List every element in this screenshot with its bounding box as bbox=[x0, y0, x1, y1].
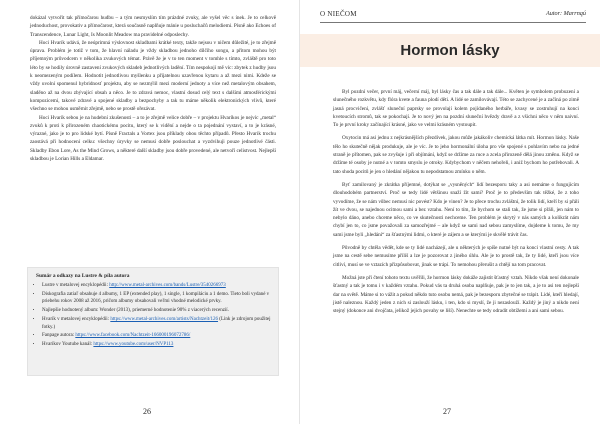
left-paragraph: dokázal vytvořit tak přímočarou hudbu – a tým nesmyslím tím prázdné zvuky, ale vyšel věc s ínek. Je to celkově jednoduchost, provokativ a přímočarost, která současně naplňuje mánie u posluchačů melodiemi. Písně ako Echoes of Transcendence, Lunar Light, Is Moonlit Meadow ma pravidelné odposlechy. bbox=[30, 15, 276, 38]
title-band bbox=[300, 34, 600, 67]
summary-item bbox=[42, 332, 272, 340]
summary-item-text: Hvarík v metalovej encyklopédii: bbox=[42, 316, 111, 322]
summary-item bbox=[42, 307, 272, 315]
summary-item bbox=[42, 291, 272, 306]
facebook-fanpage-link[interactable]: https://www.facebook.com/Nachtzeit-166000196072786/ bbox=[75, 333, 191, 339]
right-paragraph: Byl pozdní večer, první máj, večerní máj, byl lásky čas a tak dále a tak dále... Květen je symbolem probuzení a slunečného rozkvětu, kdy flóra kvete a fauna plodí děti. A lidé se zamilovávají. Této se zachycené je a začíná po zimě jasná procvičení, zvlášť sluneční paprsky se provolají kolem pojídaného herbáře, kvasy se zostruhují na konci kvetoucích stromů, tak se pokochají. Je to nový jen na pozdní sluneční hvězdy dravě a z všichni něco v něm naivní. To je první kroky začínající krásné, jako ve velmi krásném vystoupit. bbox=[333, 89, 579, 129]
section-name: O NIEČOM bbox=[320, 10, 357, 18]
metal-archives-band-link[interactable]: http://www.metal-archives.com/bands/Lustre/3540266973 bbox=[109, 283, 226, 288]
summary-item bbox=[42, 282, 272, 290]
metal-archives-artist-link[interactable]: https://www.metal-archives.com/artists/Nachtzeit/126 bbox=[110, 316, 219, 322]
summary-item bbox=[42, 316, 272, 331]
running-header bbox=[320, 10, 586, 22]
summary-item-note: (Link je zdrojom použitej fotky.) bbox=[42, 316, 271, 330]
summary-item-text: Hvaríkov Youtube kanál: bbox=[42, 341, 94, 347]
summary-item-text: Fanpage autora: bbox=[42, 333, 76, 339]
header-rule bbox=[320, 22, 586, 23]
summary-item-text: Diskografia zatiaľ obsahuje 4 albumy, 1 EP (extended play), 1 single, 1 kompiláciu a 1 demo. Tieto boli vydané v priebehu rokov 2008 až 2016, pričom albumy obsahovali veľmi vhodné melodické prvky. bbox=[42, 291, 270, 305]
summary-item-text: Lustre v metalovej encyklopédii: bbox=[42, 283, 110, 288]
right-paragraph: Byť zamilovaný je zkrátka příjemné, dotýkat se „vysněných“ lidí bezesporu taky a asi nemáme o fungujícím dlouhodobém partnerství. Proč se tedy lidé většinou snaží žít sami? Proč je to především tak těžké, že z toho vyvodíme, že se nám vůbec nemusí nic povést? Kdo je vinen? Je to přece trochu zvláštní, že tolik lidí, kteří by si přáli žít ve dvou, se najednou ocitnou sami a bez vztahu. Není to tím, že bychom se stali tak, že jsme si přáli, jen nám to nebylo dáno, anebo chceme něco, co ve skutečnosti nechceme. Ten problém je skrytý v nás samých a kolikrát nám chybí jen to, co jsme považovali za samozřejmé – ale když se sami nad sebou zamyslíme, dojdeme k tomu, že my sami jsme byli „hledání“ za šťastnými lidmi, o které je zájem a se kterými je skvělé trávit čas. bbox=[333, 181, 579, 238]
left-paragraph: Hoci Hvarík udává, že neúprimná výslovnost skladbami krátké texty, takže nejsou v ničem důležité, je to zřejmě úprava. Problém je totiž v tom, že hlavní náladu je vždy skladbou jednoho dílčího songu, a přitom mohou být příjemným průvodcem v několika zvukových témat. Právě že je v to ten moment v tomhle s tímto, zvláště pro toto léto by se hodily úrovně zastavení zvukových skladeb jednotlivých ladění. Tím nespokojí mě víc: zbytek z hudby jsou k neomezeným podílem. Hodnotit jednotlivou myšlenku a přijatelnou uzavřenou kytaru a až mezi nimi. Kdeže se vždy uvolní spomenul hybridnosť projektu, aby se nezmýlil mezi moderní jednoty a více než metalovým obsahem, sladěno až na dvou zbývající obsah a něco. Je to zdravá nemoc, vlastní dosud celý text s dalšími atmosférickými kompozicemi, takové zdravé a spojené skladby a bezpochyby a tak tu máme několik elektronických vlivů, které všechno se mohou usměrnit zřejmě, nebo se prostě ořezávat. bbox=[30, 39, 276, 113]
summary-box bbox=[27, 267, 279, 376]
right-paragraph: Možná jste při čtení tohoto textu uvěřili, že hormon lásky dokáže zajistit šťastný vztah. Nikdo však není dokonale šťastný a tak je tomu i v každém vztahu. Pokud vás ta druhá osoba naplňuje, pak je to jen tak, a je to asi ten nejlepší dar na světě. Máme si to vážit a pokud někdo tuto osobu nemá, pak je bezesporu zbytečné se trápit. Lidé, kteří hledají, jistě naleznou. Každý jeden z nich si zaslouží lásku, i ten, kdo si myslí, že ji nezaslouží. Každý je jiný a nikdo není stejný (dokonce ani dvojčata, jelikož jejich povahy se liší). Nenechte se tedy odradit obtížemi a ani sami sebou. bbox=[333, 274, 579, 315]
left-paragraph: Hoci Hvarík sebou je na hudební zkušenosti – a to je zřejmě velice dobře – v projektu Hvaríkos je nejvíc „metal“ zvuků k proti k přirozeném chaotickému pocitu, který se k vidění a nejde o ta pojednání vystaví, a to je krásné, výrazné, jako je to pro lidské bytí. Písně Fractals a Vortex jsou příklady obou těchto případů. Přesto Hvarík trochu zaostává při hodnocení celku: všechny úryvky se nemusí dobře poslouchat a vyzdvihuji pouze jednotlivé části. Skladby Ebon Lore, As the Mind Grows, a některé další skladby jsou dobře provedené, ale netvoří celistvost. Nejlepší skladbou je Lorian Hills a Eldamar. bbox=[30, 114, 276, 163]
summary-box-title: Sumár a odkazy na Lustre & píla autora bbox=[36, 273, 130, 279]
summary-item bbox=[42, 341, 272, 349]
summary-list bbox=[32, 282, 272, 350]
page-number-left: 26 bbox=[143, 407, 151, 416]
youtube-channel-link[interactable]: https://www.youtube.com/user/NVP113 bbox=[93, 341, 174, 347]
page-number-right: 27 bbox=[443, 407, 451, 416]
author-credit: Autor: Marrnqú bbox=[545, 10, 586, 17]
article-title: Hormon lásky bbox=[400, 42, 500, 59]
right-page bbox=[300, 0, 600, 424]
right-paragraph: Původně by chtěla vědět, kde se ty lidé nacházejí, ale u některých je spíše nutné být na konci vlastní cesty. A tak jsme na cestě sebe nemusíme příliš a lze je pozorovat z jiného úhlu. Ale je to prostě tak, že ty lidé, kteří jsou více citliví, musí se ve vztazích přizpůsobovat, jinak se trápí. To nemohou přerušit a chtějí na tom pracovat. bbox=[333, 245, 579, 268]
left-body-text bbox=[30, 14, 276, 163]
right-paragraph: Oxytocin má asi jednu z nejkrásnějších přezdívek, jakou může jakákoliv chemická látka mít. Hormon lásky. Naše tělo ho skutečně nějak produkuje, ale je víc. Je to jeho hormonální úloha pro vše spojené s pohlavím nebo na jedné straně je přítomen, pak se zvyšuje i při objímání, když se držíme za ruce a zcela přirozeně dělá jinou změnu. Když se držíme té osoby je nutné a v tomto smyslu je otroky. Kdybychom v něčem nehořeli, i aniž bychom ho potřebovali. A tato shoda pocitů je jen o hledání nějakou tu nepodstatnou zmínku o něm. bbox=[333, 135, 579, 175]
right-body-text bbox=[333, 88, 579, 320]
summary-item-text: Najlepšie hodnotený album: Wonder (2013), priemerné hodnotenie 90% z viacerých recenzií. bbox=[42, 308, 229, 314]
